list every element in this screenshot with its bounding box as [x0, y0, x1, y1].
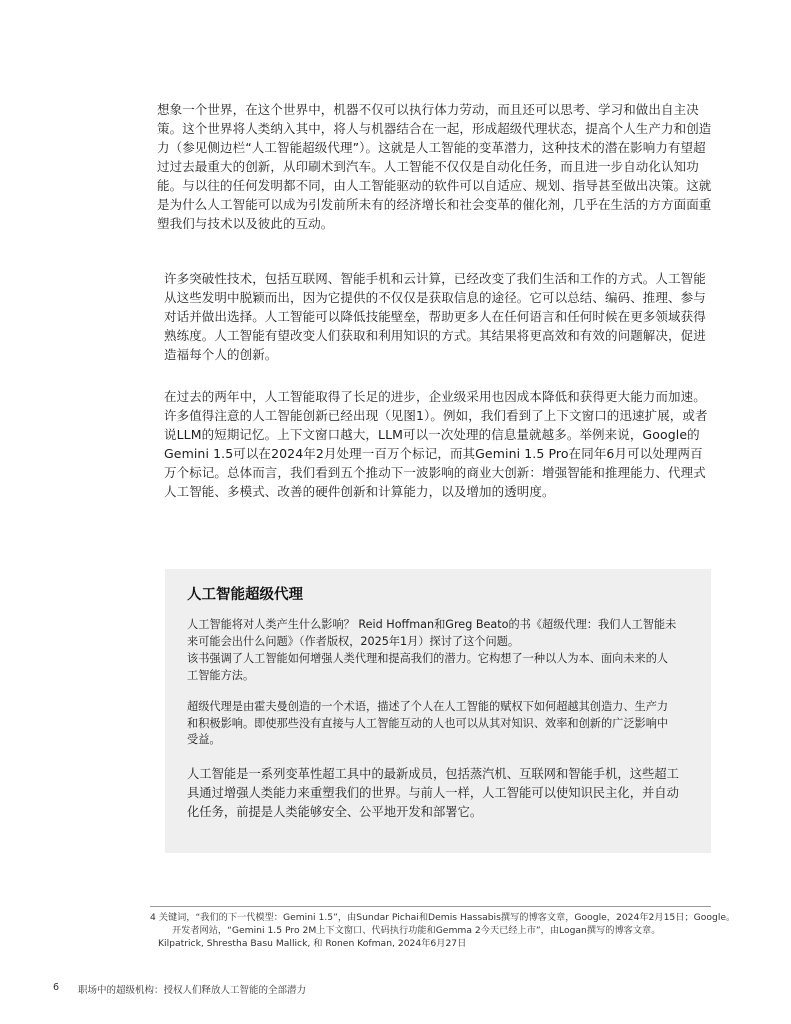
- page-number: 6: [53, 982, 60, 993]
- footnote-line: Kilpatrick, Shrestha Basu Mallick, 和 Ronen Kofman, 2024年6月27日: [158, 938, 467, 949]
- sidebar-paragraph: 超级代理是由霍夫曼创造的一个术语，描述了个人在人工智能的赋权下如何超越其创造力、生产力和积极影响。即使那些没有直接与人工智能互动的人也可以从其对知识、效率和创新的广泛影响中受益。: [187, 700, 669, 746]
- technology-paragraph: 许多突破性技术，包括互联网、智能手机和云计算，已经改变了我们生活和工作的方式。人工智能从这些发明中脱颖而出，因为它提供的不仅仅是获取信息的途径。它可以总结、编码、推理、参与对话并做出选择。人工智能可以降低技能壁垒，帮助更多人在任何语言和任何时候在更多领域获得熟练度。人工智能有望改变人们获取和利用知识的方式。其结果将更高效和有效的问题解决，促进造福每个人的创新。: [164, 271, 706, 362]
- footnote-line: 开发者网站，“Gemini 1.5 Pro 2M上下文窗口、代码执行功能和Gemma 2今天已经上市”，由Logan撰写的博客文章。: [172, 925, 661, 936]
- footnote-line: 4 关键词，“我们的下一代模型：Gemini 1.5”，由Sundar Pichai和Demis Hassabis撰写的博客文章，Google，2024年2月15日；Google。: [150, 912, 736, 923]
- sidebar-paragraph: 人工智能将对人类产生什么影响？ Reid Hoffman和Greg Beato的书《超级代理：我们人工智能未来可能会出什么问题》（作者版权，2025年1月）探讨了这个问题。: [187, 618, 677, 648]
- progress-paragraph: 在过去的两年中，人工智能取得了长足的进步，企业级采用也因成本降低和获得更大能力而加速。许多值得注意的人工智能创新已经出现（见图1）。例如，我们看到了上下文窗口的迅速扩展，或者说LLM的短期记忆。上下文窗口越大，LLM可以一次处理的信息量就越多。举例来说，Google的Gemini 1.5可以在2024年2月处理一百万个标记，而其Gemini 1.5 Pro在同年6月可以处理两百万个标记。总体而言，我们看到五个推动下一波影响的商业大创新：增强智能和推理能力、代理式人工智能、多模式、改善的硬件创新和计算能力，以及增加的透明度。: [164, 389, 708, 499]
- sidebar-title: 人工智能超级代理: [187, 587, 303, 603]
- running-footer-title: 职场中的超级机构：授权人们释放人工智能的全部潜力: [78, 985, 307, 996]
- intro-paragraph: 想象一个世界，在这个世界中，机器不仅可以执行体力劳动，而且还可以思考、学习和做出自主决策。这个世界将人类纳入其中，将人与机器结合在一起，形成超级代理状态，提高个人生产力和创造力（参见侧边栏“人工智能超级代理”）。这就是人工智能的变革潜力，这种技术的潜在影响力有望超过过去最重大的创新，从印刷术到汽车。人工智能不仅仅是自动化任务，而且进一步自动化认知功能。与以往的任何发明都不同，由人工智能驱动的软件可以自适应、规划、指导甚至做出决策。这就是为什么人工智能可以成为引发前所未有的经济增长和社会变革的催化剂，几乎在生活的方方面面重塑我们与技术以及彼此的互动。: [157, 102, 712, 231]
- sidebar-paragraph: 该书强调了人工智能如何增强人类代理和提高我们的潜力。它构想了一种以人为本、面向未来的人工智能方法。: [187, 652, 669, 682]
- sidebar-paragraph: 人工智能是一系列变革性超工具中的最新成员，包括蒸汽机、互联网和智能手机，这些超工具通过增强人类能力来重塑我们的世界。与前人一样，人工智能可以使知识民主化，并自动化任务，前提是人类能够安全、公平地开发和部署它。: [187, 767, 679, 819]
- footnote: [150, 911, 736, 950]
- footnote-divider: [150, 906, 711, 907]
- sidebar-box: [165, 569, 711, 853]
